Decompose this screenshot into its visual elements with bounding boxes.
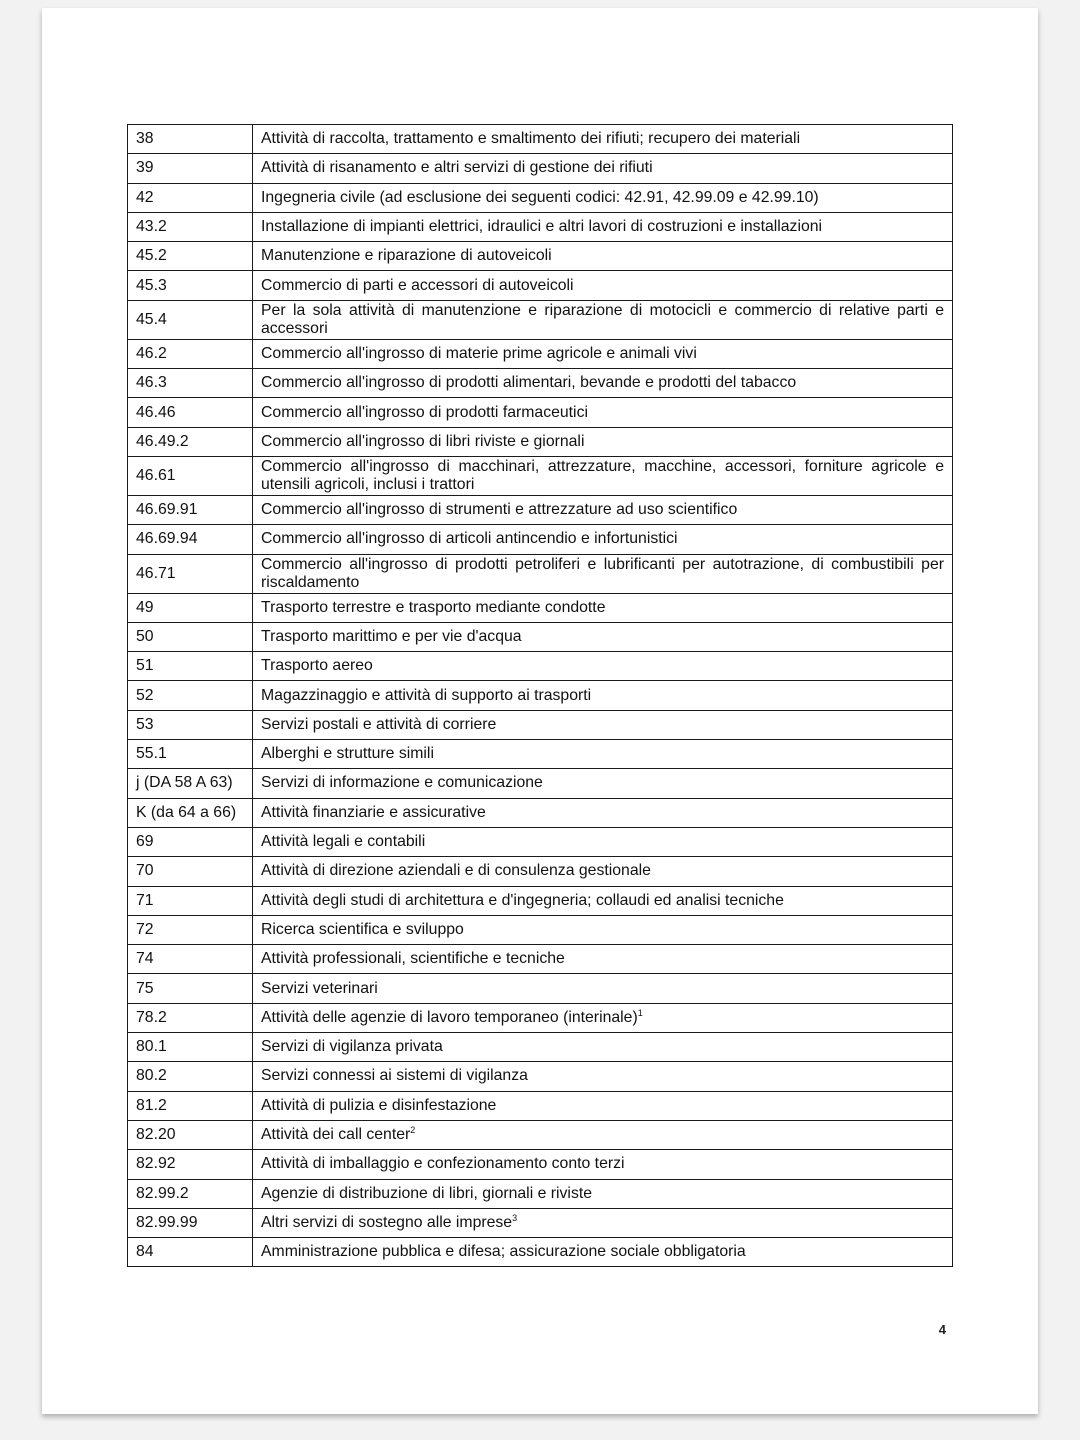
activity-description-text: Servizi veterinari: [261, 979, 378, 997]
activity-description-text: Trasporto marittimo e per vie d'acqua: [261, 628, 522, 645]
table-row: [128, 798, 953, 827]
activity-description-text: Ricerca scientifica e sviluppo: [261, 920, 464, 938]
activity-description-text: Per la sola attività di manutenzione e riparazione di motocicli e commercio di relative parti e accessori: [261, 301, 944, 337]
table-row: [128, 915, 953, 944]
activity-description-cell: [253, 1179, 953, 1208]
activity-description-text: Servizi di informazione e comunicazione: [261, 774, 543, 792]
activity-description-cell: [253, 212, 953, 241]
activity-description-text: Attività professionali, scientifiche e tecniche: [261, 950, 565, 968]
activity-description-text: Trasporto terrestre e trasporto mediante condotte: [261, 598, 606, 616]
table-row: [128, 154, 953, 183]
activity-code-cell: 53: [128, 710, 253, 739]
activity-description-cell: [253, 886, 953, 915]
activity-code-cell: 82.99.99: [128, 1208, 253, 1237]
table-row: [128, 212, 953, 241]
activity-description-text: Commercio all'ingrosso di articoli antincendio e infortunistici: [261, 530, 678, 548]
activity-description-cell: [253, 1208, 953, 1237]
table-row: [128, 622, 953, 651]
activity-code-cell: 69: [128, 827, 253, 856]
activity-description-text: Servizi connessi ai sistemi di vigilanza: [261, 1067, 528, 1085]
table-row: [128, 593, 953, 622]
activity-description-cell: [253, 652, 953, 681]
table-row: [128, 681, 953, 710]
activity-code-cell: 80.1: [128, 1033, 253, 1062]
activity-description-cell: [253, 827, 953, 856]
activity-description-text: Commercio all'ingrosso di prodotti petroliferi e lubrificanti per autotrazione, di combustibili per riscaldamento: [261, 555, 944, 591]
activity-code-cell: 46.69.91: [128, 495, 253, 524]
activity-code-cell: 82.99.2: [128, 1179, 253, 1208]
activity-description-cell: [253, 1238, 953, 1267]
activity-description-cell: [253, 915, 953, 944]
activity-description-text: Attività finanziarie e assicurative: [261, 803, 486, 821]
table-row: [128, 945, 953, 974]
table-row: [128, 857, 953, 886]
activity-code-cell: 46.49.2: [128, 427, 253, 456]
activity-description-cell: [253, 945, 953, 974]
activity-codes-table: [127, 124, 953, 1267]
activity-description-cell: [253, 183, 953, 212]
activity-description-cell: [253, 798, 953, 827]
activity-code-cell: 82.20: [128, 1120, 253, 1149]
activity-description-cell: [253, 554, 953, 593]
activity-description-cell: [253, 710, 953, 739]
table-row: [128, 271, 953, 300]
table-row: [128, 495, 953, 524]
activity-description-text: Agenzie di distribuzione di libri, giornali e riviste: [261, 1184, 593, 1202]
activity-code-cell: 82.92: [128, 1150, 253, 1179]
activity-description-text: Ingegneria civile (ad esclusione dei seguenti codici: 42.91, 42.99.09 e 42.99.10): [261, 188, 819, 206]
activity-description-text: Attività di risanamento e altri servizi di gestione dei rifiuti: [261, 159, 653, 177]
activity-description-cell: [253, 1033, 953, 1062]
activity-code-cell: 43.2: [128, 212, 253, 241]
activity-description-cell: [253, 242, 953, 271]
activity-description-text: Magazzinaggio e attività di supporto ai trasporti: [261, 686, 592, 704]
activity-code-cell: 80.2: [128, 1062, 253, 1091]
activity-description-text: Attività legali e contabili: [261, 833, 426, 851]
activity-description-text: Commercio all'ingrosso di macchinari, attrezzature, macchine, accessori, forniture agricole e utensili agricoli, inclusi i trattori: [261, 457, 944, 493]
activity-description-text: Attività dei call center: [261, 1126, 411, 1144]
activity-codes-table-body: [128, 125, 953, 1267]
activity-description-text: Attività di direzione aziendali e di consulenza gestionale: [261, 862, 651, 880]
activity-description-text: Commercio di parti e accessori di autoveicoli: [261, 276, 574, 294]
activity-code-cell: 81.2: [128, 1091, 253, 1120]
activity-description-text: Attività degli studi di architettura e d'ingegneria; collaudi ed analisi tecniche: [261, 891, 784, 909]
activity-description-cell: [253, 300, 953, 339]
activity-description-text: Commercio all'ingrosso di materie prime agricole e animali vivi: [261, 344, 697, 362]
activity-description-cell: [253, 769, 953, 798]
activity-description-text: Commercio all'ingrosso di prodotti farmaceutici: [261, 403, 588, 421]
activity-description-text: Attività di raccolta, trattamento e smaltimento dei rifiuti; recupero dei materiali: [261, 130, 801, 148]
activity-description-cell: [253, 1150, 953, 1179]
activity-description-cell: [253, 525, 953, 554]
activity-description-text: Installazione di impianti elettrici, idraulici e altri lavori di costruzioni e installazioni: [261, 218, 823, 236]
activity-description-cell: [253, 681, 953, 710]
table-row: [128, 427, 953, 456]
activity-code-cell: 71: [128, 886, 253, 915]
activity-code-cell: j (DA 58 A 63): [128, 769, 253, 798]
activity-code-cell: 46.46: [128, 398, 253, 427]
activity-code-cell: 49: [128, 593, 253, 622]
table-row: [128, 1033, 953, 1062]
activity-code-cell: 45.4: [128, 300, 253, 339]
activity-description-cell: [253, 1091, 953, 1120]
activity-description-cell: [253, 1003, 953, 1032]
activity-description-cell: [253, 622, 953, 651]
footnote-marker: 2: [410, 1125, 416, 1136]
activity-description-cell: [253, 593, 953, 622]
table-row: [128, 710, 953, 739]
activity-code-cell: 52: [128, 681, 253, 710]
activity-description-cell: [253, 125, 953, 154]
activity-description-cell: [253, 1120, 953, 1149]
activity-code-cell: 74: [128, 945, 253, 974]
table-row: [128, 183, 953, 212]
activity-description-text: Attività delle agenzie di lavoro temporaneo (interinale): [261, 1008, 638, 1026]
activity-code-cell: 75: [128, 974, 253, 1003]
table-row: [128, 525, 953, 554]
table-row: [128, 1150, 953, 1179]
activity-description-cell: [253, 271, 953, 300]
table-row: [128, 1120, 953, 1149]
activity-description-text: Servizi di vigilanza privata: [261, 1038, 443, 1056]
table-row: [128, 827, 953, 856]
table-row: [128, 886, 953, 915]
activity-description-cell: [253, 427, 953, 456]
activity-description-cell: [253, 154, 953, 183]
activity-code-cell: 38: [128, 125, 253, 154]
activity-code-cell: 78.2: [128, 1003, 253, 1032]
activity-description-text: Attività di pulizia e disinfestazione: [261, 1096, 497, 1114]
activity-code-cell: 42: [128, 183, 253, 212]
table-row: [128, 1238, 953, 1267]
table-row: [128, 1091, 953, 1120]
activity-description-cell: [253, 339, 953, 368]
table-row: [128, 339, 953, 368]
activity-description-text: Commercio all'ingrosso di strumenti e attrezzature ad uso scientifico: [261, 501, 738, 519]
activity-description-text: Trasporto aereo: [261, 657, 373, 675]
activity-code-cell: 45.2: [128, 242, 253, 271]
footnote-marker: 1: [637, 1007, 643, 1018]
table-row: [128, 652, 953, 681]
table-row: [128, 398, 953, 427]
table-row: [128, 456, 953, 495]
table-row: [128, 1062, 953, 1091]
activity-description-text: Manutenzione e riparazione di autoveicoli: [261, 247, 552, 265]
table-row: [128, 369, 953, 398]
activity-code-cell: 84: [128, 1238, 253, 1267]
activity-description-text: Commercio all'ingrosso di libri riviste e giornali: [261, 432, 585, 450]
activity-description-text: Amministrazione pubblica e difesa; assicurazione sociale obbligatoria: [261, 1243, 746, 1261]
activity-description-cell: [253, 456, 953, 495]
activity-code-cell: 50: [128, 622, 253, 651]
activity-description-cell: [253, 857, 953, 886]
table-row: [128, 1179, 953, 1208]
footnote-marker: 3: [512, 1212, 518, 1223]
activity-description-text: Attività di imballaggio e confezionamento conto terzi: [261, 1155, 625, 1173]
table-row: [128, 740, 953, 769]
activity-description-text: Commercio all'ingrosso di prodotti alimentari, bevande e prodotti del tabacco: [261, 374, 797, 392]
activity-description-cell: [253, 495, 953, 524]
activity-code-cell: 51: [128, 652, 253, 681]
page-number: 4: [938, 1322, 946, 1337]
activity-description-cell: [253, 369, 953, 398]
activity-description-cell: [253, 398, 953, 427]
table-row: [128, 769, 953, 798]
activity-code-cell: 55.1: [128, 740, 253, 769]
activity-code-cell: 46.61: [128, 456, 253, 495]
activity-code-cell: K (da 64 a 66): [128, 798, 253, 827]
activity-code-cell: 46.2: [128, 339, 253, 368]
activity-description-text: Servizi postali e attività di corriere: [261, 715, 497, 733]
activity-code-cell: 46.3: [128, 369, 253, 398]
table-row: [128, 1003, 953, 1032]
activity-code-cell: 46.71: [128, 554, 253, 593]
activity-code-cell: 39: [128, 154, 253, 183]
table-row: [128, 1208, 953, 1237]
activity-code-cell: 45.3: [128, 271, 253, 300]
table-row: [128, 125, 953, 154]
document-page: [42, 8, 1038, 1414]
activity-code-cell: 72: [128, 915, 253, 944]
table-row: [128, 300, 953, 339]
activity-description-cell: [253, 1062, 953, 1091]
table-row: [128, 554, 953, 593]
activity-description-text: Alberghi e strutture simili: [261, 745, 434, 763]
activity-description-cell: [253, 974, 953, 1003]
activity-description-cell: [253, 740, 953, 769]
activity-code-cell: 46.69.94: [128, 525, 253, 554]
table-row: [128, 242, 953, 271]
activity-description-text: Altri servizi di sostegno alle imprese: [261, 1213, 513, 1231]
table-row: [128, 974, 953, 1003]
activity-code-cell: 70: [128, 857, 253, 886]
